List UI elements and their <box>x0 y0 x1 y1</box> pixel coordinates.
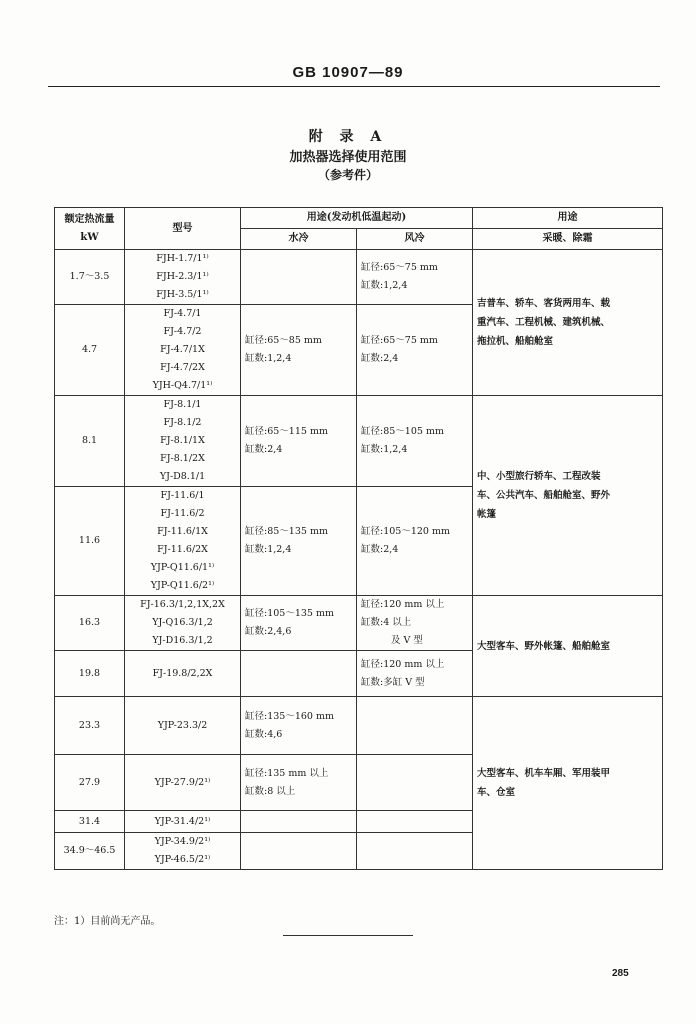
water-cell: 缸径:135～160 mm 缸数:4,6 <box>241 697 357 755</box>
flow-cell: 19.8 <box>55 651 125 697</box>
water-cell: 缸径:65～115 mm 缸数:2,4 <box>241 396 357 487</box>
header-usage-right: 用途 <box>473 208 663 229</box>
flow-cell: 16.3 <box>55 596 125 651</box>
standard-number: GB 10907—89 <box>292 64 404 81</box>
air-cell: 缸径:120 mm 以上 缸数:多缸 V 型 <box>357 651 473 697</box>
page-number: 285 <box>612 968 629 979</box>
model-cell: FJ-4.7/1 FJ-4.7/2 FJ-4.7/1X FJ-4.7/2X YJH-Q4.7/1¹⁾ <box>125 305 241 396</box>
header-usage-group: 用途(发动机低温起动) <box>241 208 473 229</box>
air-cell: 缸径:65～75 mm 缸数:1,2,4 <box>357 250 473 305</box>
flow-cell: 34.9～46.5 <box>55 833 125 870</box>
appendix-note: （参考件） <box>317 168 378 182</box>
water-cell <box>241 833 357 870</box>
air-cell <box>357 697 473 755</box>
air-cell <box>357 833 473 870</box>
model-cell: FJ-8.1/1 FJ-8.1/2 FJ-8.1/1X FJ-8.1/2X YJ-D8.1/1 <box>125 396 241 487</box>
header-water: 水冷 <box>241 229 357 250</box>
model-cell: FJ-11.6/1 FJ-11.6/2 FJ-11.6/1X FJ-11.6/2X YJP-Q11.6/1¹⁾ YJP-Q11.6/2¹⁾ <box>125 487 241 596</box>
air-cell: 缸径:105～120 mm 缸数:2,4 <box>357 487 473 596</box>
flow-cell: 4.7 <box>55 305 125 396</box>
model-cell: FJ-19.8/2,2X <box>125 651 241 697</box>
usage-group-4: 大型客车、机车车厢、军用装甲 车、仓室 <box>473 697 663 870</box>
water-cell: 缸径:85～135 mm 缸数:1,2,4 <box>241 487 357 596</box>
footnote: 注：1）目前尚无产品。 <box>54 916 161 927</box>
table-row <box>55 596 663 651</box>
footer-rule <box>283 935 413 936</box>
water-cell <box>241 651 357 697</box>
appendix-subtitle: 加热器选择使用范围 <box>289 150 407 165</box>
flow-cell: 31.4 <box>55 811 125 833</box>
appendix-title: 附 录 A <box>308 129 388 145</box>
air-cell <box>357 755 473 811</box>
table-row <box>55 697 663 755</box>
model-cell: FJH-1.7/1¹⁾ FJH-2.3/1¹⁾ FJH-3.5/1¹⁾ <box>125 250 241 305</box>
usage-group-3: 大型客车、野外帐篷、船舶舱室 <box>473 596 663 697</box>
air-cell <box>357 811 473 833</box>
model-cell: YJP-27.9/2¹⁾ <box>125 755 241 811</box>
model-cell: YJP-34.9/2¹⁾ YJP-46.5/2¹⁾ <box>125 833 241 870</box>
flow-cell: 23.3 <box>55 697 125 755</box>
water-cell <box>241 811 357 833</box>
water-cell: 缸径:65～85 mm 缸数:1,2,4 <box>241 305 357 396</box>
table-row <box>55 396 663 487</box>
header-heating: 采暖、除霜 <box>473 229 663 250</box>
water-cell: 缸径:105～135 mm 缸数:2,4,6 <box>241 596 357 651</box>
usage-group-1: 吉普车、轿车、客货两用车、载 重汽车、工程机械、建筑机械、 拖拉机、船舶舱室 <box>473 250 663 396</box>
flow-cell: 27.9 <box>55 755 125 811</box>
usage-group-2: 中、小型旅行轿车、工程改装 车、公共汽车、船舶舱室、野外 帐篷 <box>473 396 663 596</box>
flow-cell: 11.6 <box>55 487 125 596</box>
header-model: 型号 <box>125 208 241 250</box>
model-cell: FJ-16.3/1,2,1X,2X YJ-Q16.3/1,2 YJ-D16.3/1,2 <box>125 596 241 651</box>
heater-selection-table <box>54 207 663 870</box>
air-cell: 缸径:85～105 mm 缸数:1,2,4 <box>357 396 473 487</box>
air-cell: 缸径:120 mm 以上 缸数:4 以上 及 V 型 <box>357 596 473 651</box>
water-cell <box>241 250 357 305</box>
table-row <box>55 250 663 305</box>
header-air: 风冷 <box>357 229 473 250</box>
flow-cell: 8.1 <box>55 396 125 487</box>
model-cell: YJP-23.3/2 <box>125 697 241 755</box>
flow-cell: 1.7～3.5 <box>55 250 125 305</box>
water-cell: 缸径:135 mm 以上 缸数:8 以上 <box>241 755 357 811</box>
header-rule <box>48 86 660 87</box>
air-cell: 缸径:65～75 mm 缸数:2,4 <box>357 305 473 396</box>
model-cell: YJP-31.4/2¹⁾ <box>125 811 241 833</box>
header-flow: 额定热流量 kW <box>55 208 125 250</box>
